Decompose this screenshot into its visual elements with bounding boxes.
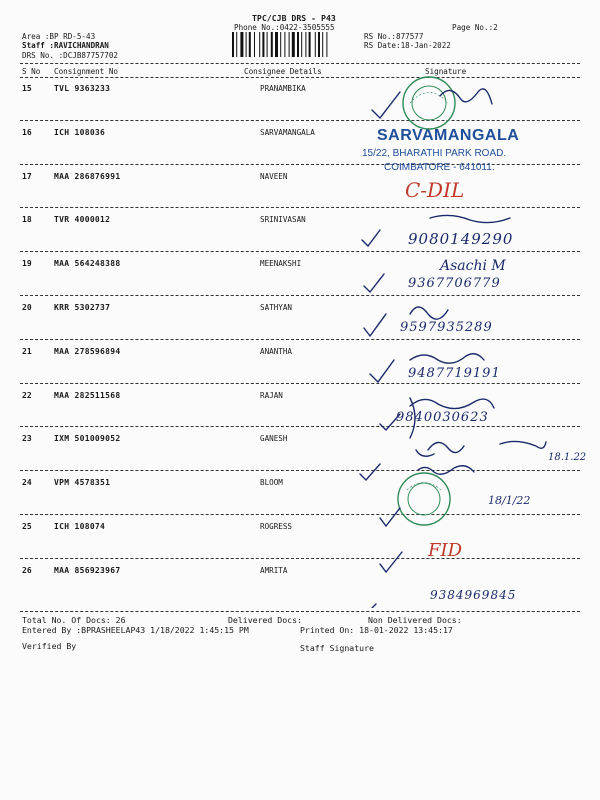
- row-sno: 15: [22, 84, 32, 93]
- row-consignee: SARVAMANGALA: [260, 127, 315, 137]
- annotation-row19-name: Asachi M: [440, 258, 506, 274]
- column-consignee: Consignee Details: [244, 67, 322, 76]
- stamp-name: SARVAMANGALA: [377, 127, 520, 144]
- page-number: Page No.:2: [452, 23, 498, 32]
- verified-by: Verified By: [22, 641, 77, 651]
- row-consignment-no: VPM 4578351: [54, 478, 111, 488]
- row-sno: 21: [22, 346, 32, 356]
- annotation-row23-date: 18.1.22: [548, 452, 587, 463]
- staff-label: Staff :RAVICHANDRAN: [22, 41, 109, 50]
- stamp-address-line1: 15/22, BHARATHI PARK ROAD.: [362, 148, 507, 159]
- row-sno: 18: [22, 215, 32, 225]
- row-consignment-no: IXM 501009052: [54, 434, 121, 444]
- area-label: Area :BP RD-5-43: [22, 32, 96, 41]
- annotation-row18-phone: 9080149290: [408, 230, 514, 248]
- phone-number: Phone No.:0422-3505555: [234, 23, 335, 32]
- annotation-row24-date: 18/1/22: [488, 494, 531, 507]
- row-consignment-no: MAA 278596894: [54, 346, 121, 356]
- rs-date: RS Date:18-Jan-2022: [364, 41, 451, 50]
- signature-marks: [350, 78, 600, 608]
- row-sno: 19: [22, 259, 32, 269]
- row-consignee: MEENAKSHI: [260, 259, 302, 269]
- column-signature: Signature: [425, 67, 467, 76]
- row-sno: 25: [22, 522, 32, 531]
- row-consignment-no: MAA 282511568: [54, 390, 121, 400]
- barcode: [232, 32, 352, 57]
- row-consignee: GANESH: [260, 434, 288, 444]
- annotation-row21-phone: 9487719191: [408, 366, 501, 381]
- row-consignee: ANANTHA: [260, 346, 293, 356]
- row-consignee: RAJAN: [260, 390, 283, 400]
- row-consignee: SRINIVASAN: [260, 215, 306, 225]
- annotation-row20-phone: 9597935289: [400, 320, 493, 335]
- row-consignment-no: MAA 856923967: [54, 565, 121, 575]
- annotation-row22-phone: 9840030623: [396, 410, 489, 425]
- entered-by: Entered By :BPRASHEELAP43 1/18/2022 1:45:15 PM: [22, 625, 249, 635]
- total-docs: Total No. Of Docs: 26: [22, 615, 126, 625]
- non-delivered-docs: Non Delivered Docs:: [368, 615, 462, 625]
- column-consignment: Consignment No: [54, 67, 119, 76]
- footer-divider: [20, 611, 580, 612]
- delivered-docs: Delivered Docs:: [228, 615, 302, 625]
- row-consignment-no: MAA 564248388: [54, 259, 121, 269]
- printed-on: Printed On: 18-01-2022 13:45:17: [300, 625, 453, 635]
- rs-number: RS No.:877577: [364, 32, 424, 41]
- row-sno: 24: [22, 478, 32, 488]
- annotation-row25: FID: [428, 540, 463, 561]
- row-sno: 17: [22, 171, 32, 181]
- row-consignment-no: TVR 4000012: [54, 215, 111, 225]
- row-sno: 22: [22, 390, 32, 400]
- annotation-row19-phone: 9367706779: [408, 276, 501, 291]
- row-sno: 20: [22, 303, 32, 312]
- header-divider: [20, 63, 580, 64]
- row-sno: 16: [22, 127, 32, 137]
- document-title: TPC/CJB DRS - P43: [252, 13, 336, 23]
- row-consignee: BLOOM: [260, 478, 283, 488]
- row-consignee: SATHYAN: [260, 303, 293, 312]
- row-sno: 23: [22, 434, 32, 444]
- row-consignment-no: ICH 108036: [54, 127, 106, 137]
- staff-signature: Staff Signature: [300, 643, 374, 653]
- row-sno: 26: [22, 565, 32, 575]
- row-consignee: ROGRESS: [260, 522, 293, 531]
- row-consignee: PRANAMBIKA: [260, 84, 306, 93]
- stamp-address-line2: COIMBATORE - 641011.: [384, 162, 495, 173]
- row-consignment-no: ICH 108074: [54, 522, 106, 531]
- annotation-row17: C-DIL: [405, 178, 465, 202]
- column-sno: S No: [22, 67, 41, 76]
- row-consignee: NAVEEN: [260, 171, 288, 181]
- drs-number: DRS No. :DCJB87757702: [22, 51, 119, 60]
- annotation-row26-phone: 9384969845: [430, 588, 517, 602]
- row-consignment-no: MAA 286876991: [54, 171, 121, 181]
- row-consignment-no: TVL 9363233: [54, 84, 111, 93]
- row-consignee: AMRITA: [260, 565, 288, 575]
- row-consignment-no: KRR 5302737: [54, 303, 111, 312]
